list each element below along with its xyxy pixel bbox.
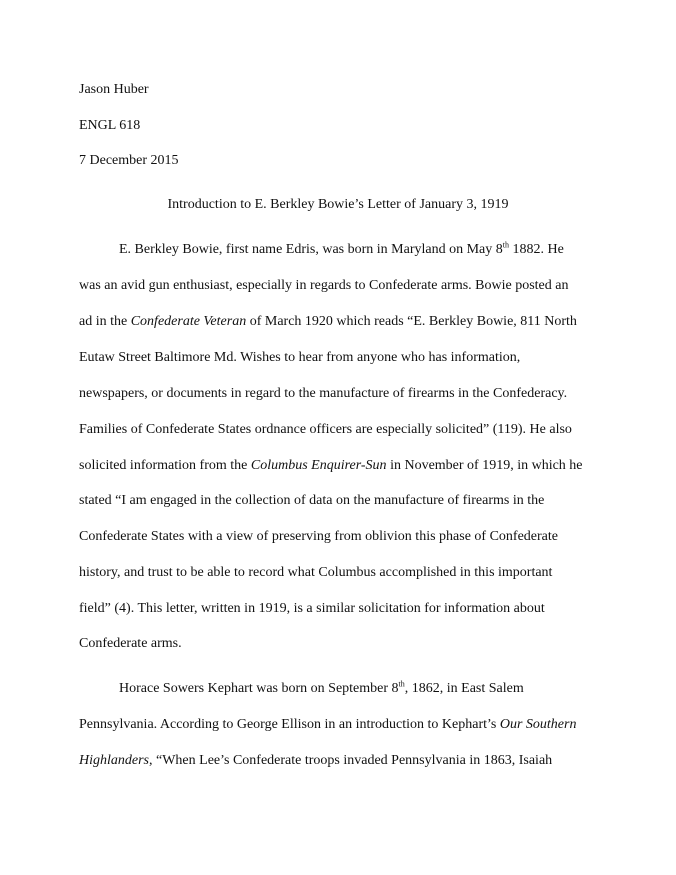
- paragraph-1-line-11: field” (4). This letter, written in 1919, is a similar solicitation for information about: [79, 601, 545, 616]
- paragraph-1-line-6: Families of Confederate States ordnance officers are especially solicited” (119). He also: [79, 422, 572, 437]
- paragraph-2-line-3: Highlanders, “When Lee’s Confederate troops invaded Pennsylvania in 1863, Isaiah: [79, 753, 553, 768]
- document-date: 7 December 2015: [79, 153, 179, 168]
- book-title-part-1: Our Southern: [499, 717, 577, 732]
- author-name: Jason Huber: [79, 82, 149, 97]
- book-title-part-2: Highlanders: [79, 753, 149, 768]
- paragraph-2-line-2: Pennsylvania. According to George Ellison in an introduction to Kephart’s Our Southern: [79, 717, 577, 732]
- paragraph-1-line-8: stated “I am engaged in the collection of data on the manufacture of firearms in the: [79, 493, 545, 508]
- paragraph-1-line-3: ad in the Confederate Veteran of March 1920 which reads “E. Berkley Bowie, 811 North: [79, 314, 577, 329]
- paragraph-1-line-10: history, and trust to be able to record what Columbus accomplished in this important: [79, 565, 553, 580]
- paragraph-1-line-2: was an avid gun enthusiast, especially in regards to Confederate arms. Bowie posted an: [79, 278, 569, 293]
- paragraph-1-line-7: solicited information from the Columbus Enquirer-Sun in November of 1919, in which he: [79, 458, 583, 473]
- document-title: Introduction to E. Berkley Bowie’s Letter of January 3, 1919: [167, 197, 509, 212]
- periodical-title: Confederate Veteran: [130, 314, 247, 329]
- paragraph-2-line-1: Horace Sowers Kephart was born on September 8th, 1862, in East Salem: [119, 679, 524, 696]
- paragraph-1-line-4: Eutaw Street Baltimore Md. Wishes to hear from anyone who has information,: [79, 350, 521, 365]
- paragraph-1-line-5: newspapers, or documents in regard to the manufacture of firearms in the Confederacy.: [79, 386, 568, 401]
- newspaper-title: Columbus Enquirer-Sun: [250, 458, 387, 473]
- paragraph-1-line-9: Confederate States with a view of preserving from oblivion this phase of Confederate: [79, 529, 558, 544]
- course-code: ENGL 618: [79, 118, 141, 133]
- paragraph-1-line-12: Confederate arms.: [79, 636, 182, 651]
- paragraph-1-line-1: E. Berkley Bowie, first name Edris, was born in Maryland on May 8th 1882. He: [119, 240, 564, 257]
